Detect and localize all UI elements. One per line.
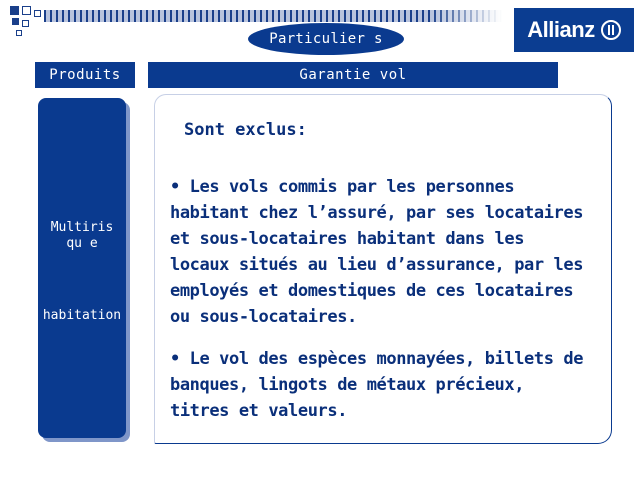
exclusion-item: • Les vols commis par les personnes habitant chez l’assuré, par ses locataires et sous-locataires habitant dans les locaux situés au lieu d’assurance, par les employés et domestiques de ces locataires ou sous-locataires. bbox=[170, 177, 584, 327]
products-header bbox=[35, 62, 135, 88]
product-side-panel bbox=[38, 98, 126, 438]
top-stripe-fade bbox=[430, 10, 502, 22]
decor-square bbox=[10, 6, 19, 15]
products-header-label: Produits bbox=[49, 67, 121, 83]
content-title: Sont exclus: bbox=[184, 120, 307, 140]
decor-square bbox=[22, 6, 31, 15]
product-name-text: Multirisqu e bbox=[50, 220, 114, 251]
allianz-logo bbox=[514, 8, 634, 52]
section-title-label: Garantie vol bbox=[299, 67, 407, 83]
product-name-line2: habitation bbox=[42, 308, 122, 323]
allianz-logo-icon bbox=[601, 20, 621, 40]
tab-particuliers-label: Particulier s bbox=[269, 31, 383, 47]
decor-square bbox=[16, 30, 22, 36]
exclusion-item: • Le vol des espèces monnayées, billets de banques, lingots de métaux précieux, titres et valeurs. bbox=[170, 349, 584, 421]
product-name-line1 bbox=[38, 220, 126, 252]
decor-square bbox=[34, 10, 41, 17]
decor-square bbox=[12, 18, 19, 25]
tab-particuliers[interactable] bbox=[248, 23, 404, 55]
brand-name: Allianz bbox=[527, 17, 595, 42]
section-title-header bbox=[148, 62, 558, 88]
decor-square bbox=[22, 20, 29, 27]
